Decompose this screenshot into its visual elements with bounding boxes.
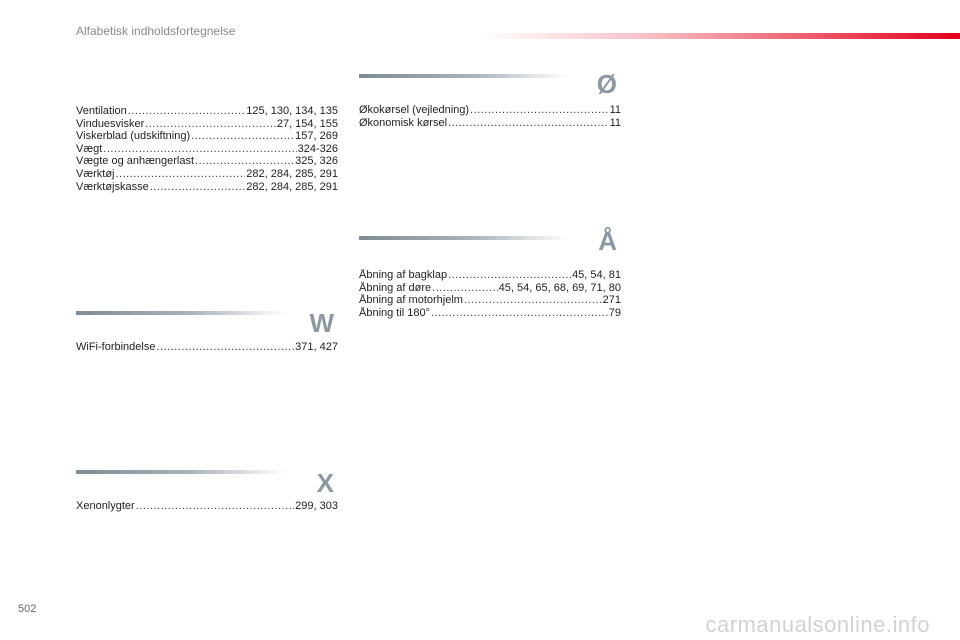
dot-leader <box>136 500 294 513</box>
index-pages: 27, 154, 155 <box>276 117 338 130</box>
section-letter: X <box>316 468 334 498</box>
dot-leader <box>116 168 246 181</box>
index-term: Ventilation <box>76 105 127 117</box>
dot-leader <box>470 104 609 117</box>
index-pages: 79 <box>608 306 621 319</box>
index-term: Xenonlygter <box>76 500 135 512</box>
index-term: Vinduesvisker <box>76 117 145 130</box>
entry-list <box>76 341 338 354</box>
index-pages: 125, 130, 134, 135 <box>246 105 338 117</box>
section-x <box>76 470 338 520</box>
index-pages: 45, 54, 81 <box>572 269 621 281</box>
section-divider-bar <box>76 311 286 315</box>
section-divider-bar <box>76 470 286 474</box>
index-entry <box>76 130 338 143</box>
index-term: Viskerblad (udskiftning) <box>76 130 191 143</box>
dot-leader <box>145 118 276 131</box>
index-pages: 11 <box>609 104 621 116</box>
index-pages: 45, 54, 65, 68, 69, 71, 80 <box>498 281 621 294</box>
dot-leader <box>103 143 296 156</box>
index-pages: 299, 303 <box>295 500 338 512</box>
index-term: WiFi-forbindelse <box>76 341 156 353</box>
section-letter: Å <box>598 226 617 256</box>
index-entry <box>76 155 338 168</box>
section-oe <box>359 69 621 132</box>
entry-list <box>76 500 338 513</box>
index-entry <box>359 307 621 320</box>
index-entry <box>359 117 621 130</box>
section-letter: W <box>309 308 334 338</box>
index-term: Åbning af døre <box>359 281 432 294</box>
entry-list <box>76 105 338 193</box>
index-entry <box>76 105 338 118</box>
index-pages: 271 <box>602 294 621 307</box>
index-pages: 371, 427 <box>295 341 338 353</box>
index-term: Værktøjskasse <box>76 180 149 193</box>
index-entry <box>76 143 338 156</box>
index-pages: 11 <box>609 116 621 129</box>
index-entry <box>359 269 621 282</box>
dot-leader <box>195 155 294 168</box>
index-term: Værktøj <box>76 167 115 180</box>
header-title: Alfabetisk indholdsfortegnelse <box>76 24 236 38</box>
section-letter: Ø <box>596 69 617 99</box>
section-divider-bar <box>359 74 569 78</box>
watermark: carmanualsonline.info <box>705 612 930 637</box>
index-entry <box>359 282 621 295</box>
index-term: Økonomisk kørsel <box>359 116 448 129</box>
index-entry <box>76 341 338 354</box>
entry-list <box>359 104 621 129</box>
index-pages: 325, 326 <box>295 155 338 168</box>
header-accent-bar <box>480 33 960 39</box>
index-pages: 157, 269 <box>295 130 338 143</box>
dot-leader <box>448 269 571 282</box>
index-entry <box>76 168 338 181</box>
dot-leader <box>464 294 602 307</box>
index-term: Åbning af bagklap <box>359 269 448 281</box>
index-pages: 282, 284, 285, 291 <box>246 167 338 180</box>
section-divider-bar <box>359 236 569 240</box>
section-aa <box>359 226 621 332</box>
dot-leader <box>150 181 246 194</box>
dot-leader <box>191 130 294 143</box>
entry-list <box>359 269 621 319</box>
index-term: Åbning til 180° <box>359 306 431 319</box>
index-term: Økokørsel (vejledning) <box>359 104 470 116</box>
dot-leader <box>128 105 245 118</box>
index-term: Vægt <box>76 142 103 155</box>
dot-leader <box>431 307 608 320</box>
dot-leader <box>448 117 609 130</box>
index-entry <box>359 104 621 117</box>
index-entry <box>76 181 338 194</box>
section-w <box>76 308 338 361</box>
index-pages: 282, 284, 285, 291 <box>246 180 338 193</box>
page-number: 502 <box>18 603 37 615</box>
dot-leader <box>432 282 498 295</box>
index-term: Vægte og anhængerlast <box>76 155 195 168</box>
index-entry <box>76 500 338 513</box>
index-term: Åbning af motorhjelm <box>359 294 463 307</box>
index-pages: 324-326 <box>297 142 338 155</box>
index-entry <box>76 118 338 131</box>
index-entry <box>359 294 621 307</box>
dot-leader <box>156 341 294 354</box>
